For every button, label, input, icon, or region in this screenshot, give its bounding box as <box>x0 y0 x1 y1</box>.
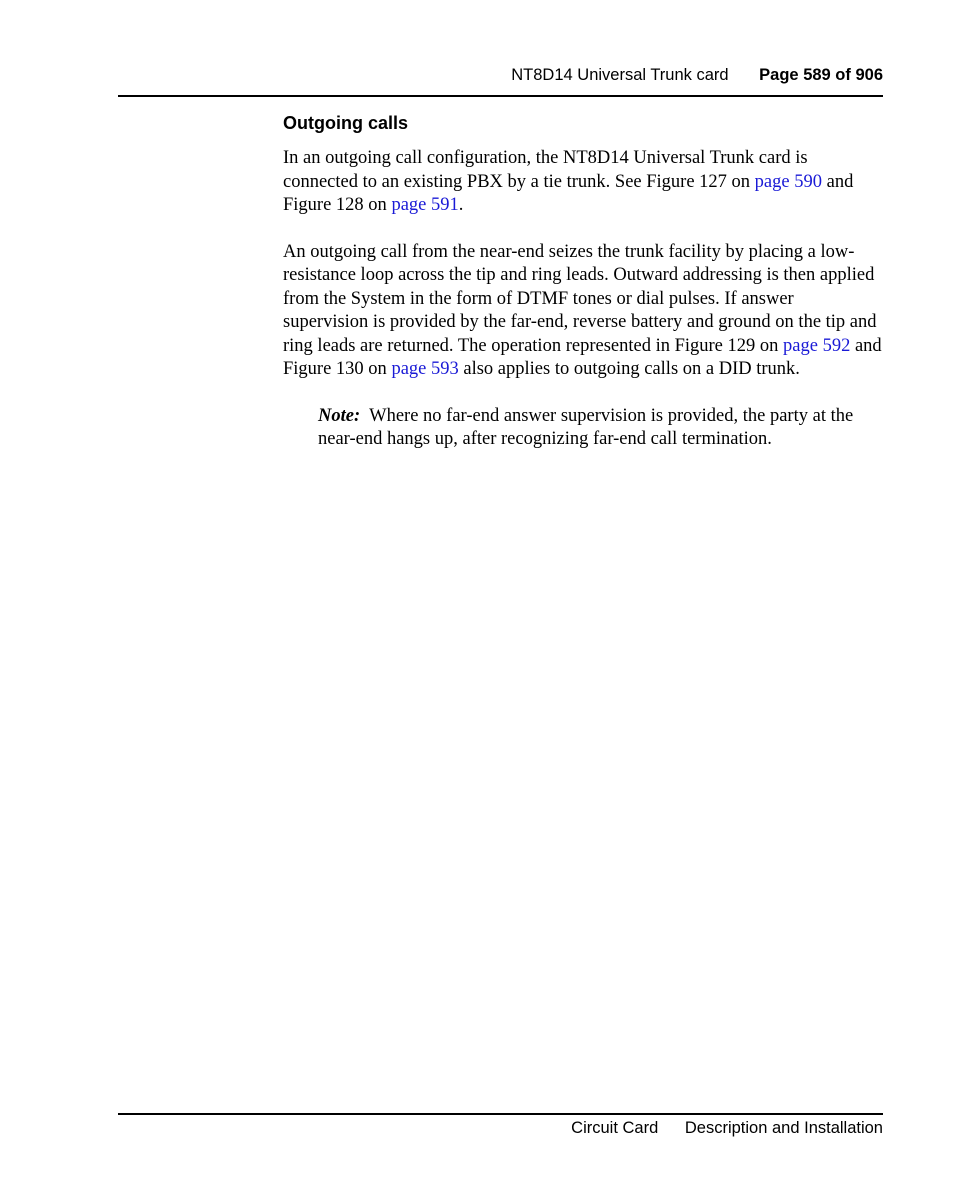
paragraph-outgoing-operation <box>283 241 883 382</box>
link-page-590[interactable]: page 590 <box>754 171 822 192</box>
link-page-592[interactable]: page 592 <box>783 335 851 356</box>
paragraph-text: An outgoing call from the near-end seizes the trunk facility by placing a low-resistance loop across the tip and ring leads. Outward addressing is then applied from the System in the form of DTMF tones or dial pulses. If answer supervision is provided by the far-end, reverse battery and ground on the tip and ring leads are returned. The operation represented in Figure 129 on <box>283 241 877 356</box>
note-block <box>318 405 883 452</box>
paragraph-text: . <box>458 195 464 215</box>
header-rule <box>118 95 883 97</box>
footer-rule <box>118 1113 883 1115</box>
running-header <box>511 64 883 86</box>
page-content <box>283 111 883 452</box>
paragraph-text: In an outgoing call configuration, the NT8D14 Universal Trunk card is connected to an existing PBX by a tie trunk. See Figure 127 on <box>283 148 808 192</box>
link-page-591[interactable]: page 591 <box>391 195 459 215</box>
paragraph-text: also applies to outgoing calls on a DID trunk. <box>458 359 800 379</box>
section-heading: Outgoing calls <box>283 113 409 133</box>
footer-right-text: Description and Installation <box>684 1119 883 1137</box>
document-title: NT8D14 Universal Trunk card <box>511 66 729 84</box>
running-footer <box>571 1117 883 1139</box>
page-number: Page 589 of 906 <box>759 66 883 84</box>
paragraph-outgoing-configuration <box>283 147 883 218</box>
paragraph-text: and Figure 128 on <box>283 171 854 215</box>
note-text: Where no far-end answer supervision is provided, the party at the near-end hangs up, after recognizing far-end call termination. <box>318 405 854 449</box>
footer-left-text: Circuit Card <box>571 1119 659 1137</box>
note-label: Note: <box>318 405 361 426</box>
paragraph-text: and Figure 130 on <box>283 335 882 379</box>
link-page-593[interactable]: page 593 <box>391 359 459 379</box>
